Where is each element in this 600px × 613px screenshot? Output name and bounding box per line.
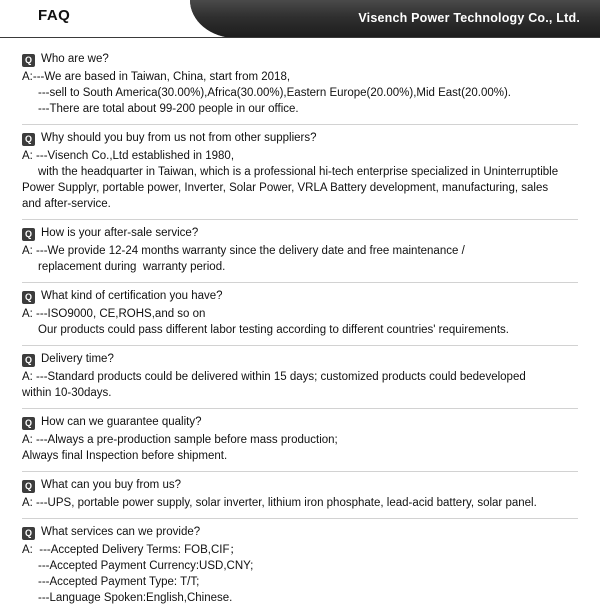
faq-question-text: How is your after-sale service?	[41, 227, 199, 239]
faq-question-row	[22, 52, 578, 67]
faq-answer	[22, 495, 578, 511]
page-title: FAQ	[38, 7, 71, 24]
faq-answer-line: A: ---ISO9000, CE,ROHS,and so on	[22, 308, 206, 320]
faq-question-row	[22, 131, 578, 146]
question-badge-icon: Q	[22, 291, 35, 304]
faq-question-text: Delivery time?	[41, 353, 114, 365]
faq-item	[22, 46, 578, 125]
faq-item	[22, 125, 578, 220]
faq-item	[22, 409, 578, 472]
question-badge-icon: Q	[22, 354, 35, 367]
faq-answer-line: A: ---We provide 12-24 months warranty since the delivery date and free maintenance /	[22, 245, 465, 257]
faq-question-text: What services can we provide?	[41, 526, 201, 538]
faq-answer-line: ---Accepted Payment Type: T/T;	[38, 576, 200, 588]
faq-answer-line: A: ---Always a pre-production sample before mass production;	[22, 434, 338, 446]
faq-answer	[22, 432, 578, 464]
faq-item	[22, 519, 578, 613]
faq-question-text: Who are we?	[41, 53, 109, 65]
faq-answer-line: replacement during warranty period.	[38, 261, 226, 273]
question-badge-icon: Q	[22, 417, 35, 430]
faq-answer	[22, 542, 578, 606]
faq-answer	[22, 243, 578, 275]
faq-answer	[22, 306, 578, 338]
faq-answer-line: A:---We are based in Taiwan, China, start from 2018,	[22, 71, 291, 83]
question-badge-icon: Q	[22, 228, 35, 241]
faq-answer-line: A: ---Accepted Delivery Terms: FOB,CIF；	[22, 544, 241, 556]
faq-answer-line: ---Accepted Payment Currency:USD,CNY;	[38, 560, 254, 572]
question-badge-icon: Q	[22, 133, 35, 146]
faq-question-text: How can we guarantee quality?	[41, 416, 202, 428]
faq-answer-line: within 10-30days.	[22, 387, 112, 399]
faq-answer-line: with the headquarter in Taiwan, which is a professional hi-tech enterprise specialized in Uninterruptible	[38, 166, 559, 178]
faq-answer-line: Always final Inspection before shipment.	[22, 450, 228, 462]
faq-question-row	[22, 525, 578, 540]
faq-question-text: Why should you buy from us not from other suppliers?	[41, 132, 317, 144]
company-name: Visench Power Technology Co., Ltd.	[358, 11, 580, 25]
faq-question-row	[22, 415, 578, 430]
faq-question-row	[22, 352, 578, 367]
faq-answer-line: Our products could pass different labor testing according to different countries' requirements.	[38, 324, 509, 336]
question-badge-icon: Q	[22, 480, 35, 493]
faq-list	[0, 38, 600, 613]
faq-question-row	[22, 478, 578, 493]
faq-answer	[22, 369, 578, 401]
question-badge-icon: Q	[22, 54, 35, 67]
faq-answer-line: ---There are total about 99-200 people in our office.	[38, 103, 299, 115]
faq-answer-line: A: ---UPS, portable power supply, solar inverter, lithium iron phosphate, lead-acid battery, solar panel.	[22, 497, 537, 509]
faq-question-text: What kind of certification you have?	[41, 290, 223, 302]
faq-answer-line: ---Language Spoken:English,Chinese.	[38, 592, 233, 604]
page-header	[0, 0, 600, 38]
header-divider	[0, 37, 600, 38]
faq-item	[22, 472, 578, 519]
question-badge-icon: Q	[22, 527, 35, 540]
faq-question-text: What can you buy from us?	[41, 479, 181, 491]
faq-answer-line: and after-service.	[22, 198, 111, 210]
faq-answer-line: A: ---Standard products could be delivered within 15 days; customized products could bedeveloped	[22, 371, 526, 383]
faq-answer-line: ---sell to South America(30.00%),Africa(30.00%),Eastern Europe(20.00%),Mid East(20.00%).	[38, 87, 511, 99]
faq-answer	[22, 69, 578, 117]
faq-question-row	[22, 226, 578, 241]
faq-answer	[22, 148, 578, 212]
faq-answer-line: A: ---Visench Co.,Ltd established in 1980,	[22, 150, 235, 162]
faq-answer-line: Power Supplyr, portable power, Inverter, Solar Power, VRLA Battery development, manufacturing, sales	[22, 182, 549, 194]
faq-item	[22, 346, 578, 409]
faq-question-row	[22, 289, 578, 304]
faq-item	[22, 220, 578, 283]
faq-item	[22, 283, 578, 346]
